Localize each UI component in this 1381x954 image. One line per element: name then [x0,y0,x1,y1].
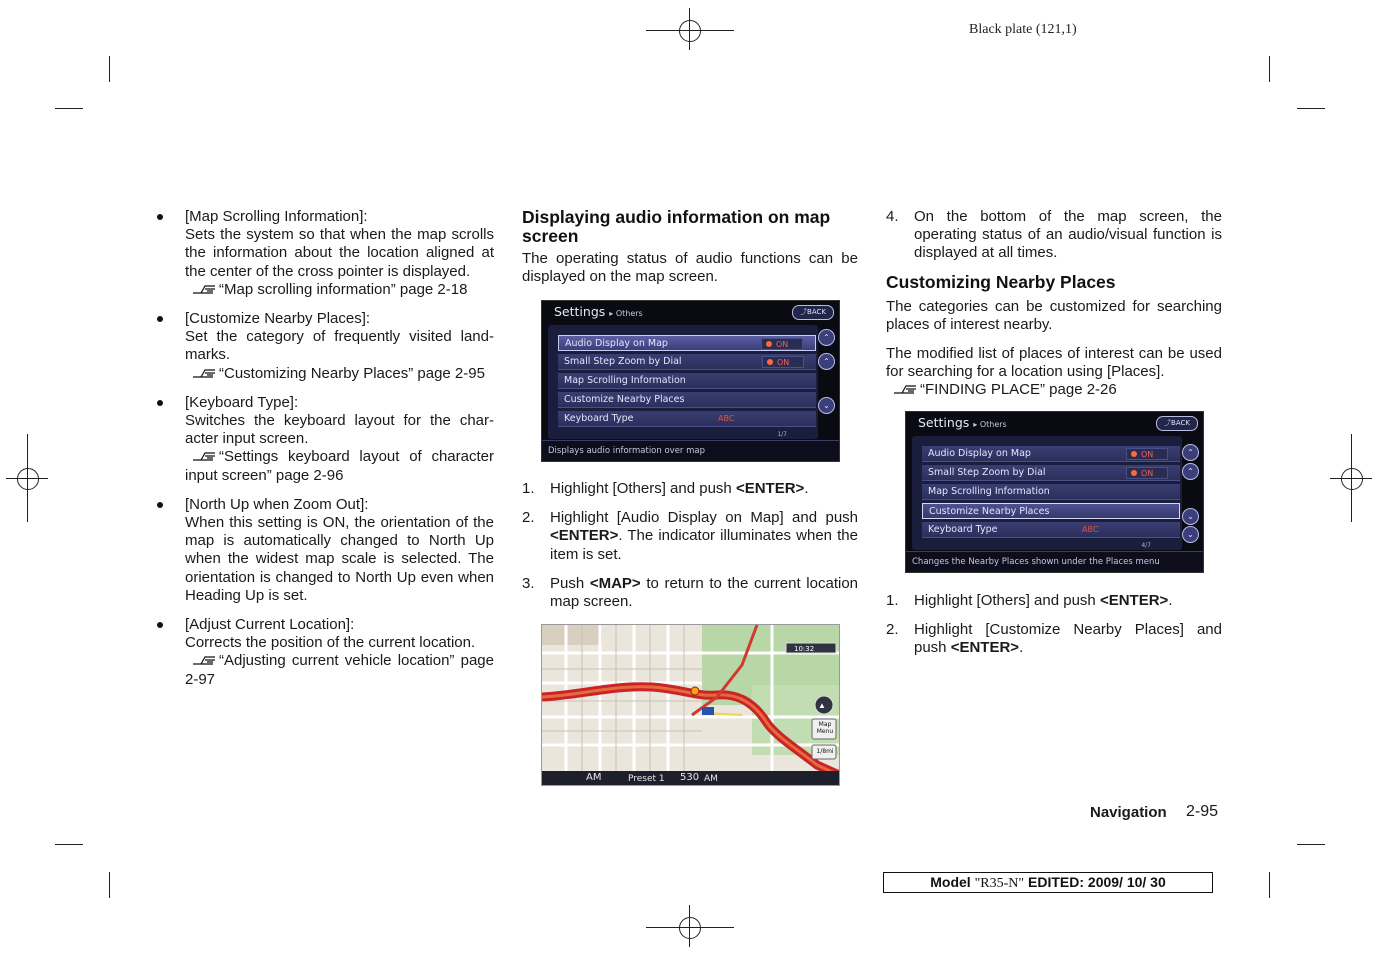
menu-row-audio-display[interactable] [558,335,816,351]
menu-row-label: Small Step Zoom by Dial [928,467,1046,478]
scroll-up-icon[interactable]: ⌃ [1182,463,1199,480]
menu-row-label: Small Step Zoom by Dial [564,356,682,367]
crop-mark [109,872,110,898]
audio-frequency: 530 [680,772,700,783]
menu-row-label: Customize Nearby Places [929,506,1050,517]
crop-mark [1269,56,1270,82]
step-text: . [1019,639,1024,657]
step-item [522,509,858,564]
clock-readout: 10:32 [794,645,815,653]
audio-frequency-unit: AM [704,774,718,784]
crop-mark [1297,108,1325,109]
on-indicator [1126,467,1168,479]
cross-reference: “Settings keyboard layout of character input screen” page 2-96 [185,448,494,484]
menu-panel [912,436,1182,550]
reference-hand-icon [892,382,920,396]
indicator-label: ON [1141,450,1154,459]
screen-title [918,415,1007,430]
model-label: Model [930,874,971,890]
step-item [886,621,1222,657]
settings-screen-nearby [905,411,1204,573]
menu-row-label: Keyboard Type [564,413,634,424]
menu-row-customize-nearby[interactable] [558,392,816,408]
item-ref [185,365,494,383]
reference-hand-icon [191,366,219,380]
key-label: <ENTER> [550,527,619,545]
indicator-led-icon [1131,470,1137,476]
left-column [157,208,494,689]
back-button[interactable]: ⤴BACK [792,305,834,320]
indicator-label: ON [776,340,789,349]
screen-title-text: Settings [554,304,606,319]
step-text: Highlight [Others] and push [550,480,736,497]
menu-row-label: Map Scrolling Information [564,375,686,386]
step-text: On the bottom of the map screen, the operating status of an audio/visual function is displayed at all times. [914,208,1222,262]
menu-row-small-step-zoom[interactable] [922,465,1180,481]
on-indicator [762,356,804,368]
right-column [886,208,1222,400]
menu-row-label: Map Scrolling Information [928,486,1050,497]
indicator-label: ON [1141,469,1154,478]
right-steps [886,592,1222,658]
paragraph: The modified list of places of interest can be used for searching for a location using [Places]. [886,345,1222,381]
screen-title-text: Settings [918,415,970,430]
indicator-led-icon [767,359,773,365]
on-indicator [761,338,803,350]
item-title: [North Up when Zoom Out]: [185,495,369,513]
plate-label: Black plate (121,1) [969,22,1077,37]
scroll-up-icon[interactable]: ⌃ [818,353,835,370]
step-text: Highlight [Audio Display on Map] and push [550,509,858,527]
scroll-down-icon[interactable]: ⌄ [818,397,835,414]
menu-row-label: Audio Display on Map [565,338,668,349]
crop-mark [1269,872,1270,898]
reference-hand-icon [191,282,219,296]
menu-row-audio-display[interactable] [922,446,1180,462]
step-text: to return to the current location map screen. [550,574,859,611]
item-body: Sets the system so that when the map scrolls the information about the location aligned at the center of the cross pointer is displayed. [185,226,494,280]
list-item [157,496,494,605]
item-title: [Map Scrolling Information]: [185,208,368,225]
list-item [157,310,494,383]
key-label: <MAP> [589,574,641,592]
help-text: Changes the Nearby Places shown under the Places menu [906,551,1203,572]
registration-mark [1341,468,1363,490]
map-screen [541,624,840,786]
list-item [157,394,494,485]
scroll-top-icon[interactable]: ⌃ [1182,444,1199,461]
menu-row-label: Keyboard Type [928,524,998,535]
help-text: Displays audio information over map [542,440,839,461]
menu-panel [548,325,818,439]
screen-breadcrumb: ▸ Others [973,420,1007,429]
bullet-icon [157,622,163,628]
menu-row-small-step-zoom[interactable] [558,354,816,370]
keyboard-type-value: ABC [1082,525,1099,534]
step-text: . The indicator illuminates when the item is set. [550,527,858,563]
audio-status-bar [542,771,839,785]
scroll-bottom-icon[interactable]: ⌄ [1182,526,1199,543]
model-box [883,872,1213,893]
compass-icon[interactable]: ▲ [818,701,826,710]
item-body: Set the category of frequently visited land-marks. [185,328,494,364]
menu-row-customize-nearby[interactable] [922,503,1180,519]
item-body: Corrects the position of the current location. [185,634,476,652]
cross-reference: “Adjusting current vehicle location” page 2-97 [185,652,494,688]
section-heading: Displaying audio information on map screen [522,207,831,246]
step-number: 3. [522,574,535,592]
reference-hand-icon [191,653,219,667]
scroll-down-icon[interactable]: ⌄ [1182,508,1199,525]
middle-column [522,208,858,286]
cross-reference: “Map scrolling information” page 2-18 [219,280,468,298]
indicator-led-icon [766,341,772,347]
step-number: 1. [522,480,535,497]
map-menu-button[interactable]: Map Menu [816,721,834,735]
step-text: . [1168,592,1173,609]
screen-title [554,304,643,319]
crop-mark [55,108,83,109]
cross-reference-line [886,381,1222,399]
step-text: Highlight [Others] and push [914,592,1100,609]
step-number: 1. [886,592,899,609]
footer-section: Navigation [1090,804,1167,821]
audio-band: AM [586,772,602,783]
step-text: . [804,480,809,497]
bullet-icon [157,316,163,322]
step-item [522,575,858,611]
step-number: 2. [886,621,899,639]
item-body: Switches the keyboard layout for the char-acter input screen. [185,412,494,448]
crop-mark [1297,844,1325,845]
bullet-icon [157,400,163,406]
bullet-icon [157,214,163,220]
list-item [157,616,494,689]
audio-preset: Preset 1 [628,774,665,784]
key-label: <ENTER> [950,639,1020,657]
page-indicator: 1/7 [777,431,787,438]
page-number: 2-95 [1186,803,1219,820]
intro-text: The operating status of audio functions can be displayed on the map screen. [522,250,858,286]
key-label: <ENTER> [735,480,805,497]
step-text: Highlight [Customize Nearby Places] and push [914,621,1222,657]
section-heading: Customizing Nearby Places [886,271,1116,292]
scroll-top-icon[interactable]: ⌃ [818,329,835,346]
map-scale[interactable]: 1/8mi [816,748,834,755]
key-label: <ENTER> [1099,592,1169,609]
back-button[interactable]: ⤴BACK [1156,416,1198,431]
edited-date: EDITED: 2009/ 10/ 30 [1028,874,1166,890]
menu-row-map-scrolling[interactable] [922,484,1180,500]
item-title: [Keyboard Type]: [185,393,299,411]
step-number: 2. [522,509,535,527]
page-indicator: 4/7 [1141,542,1151,549]
item-title: [Adjust Current Location]: [185,616,355,634]
item-body: When this setting is ON, the orientation of the map is automatically changed to North Up when the widest map scale is selected. The orientation is changed to North Up even when Heading Up is set. [185,514,494,604]
menu-row-map-scrolling[interactable] [558,373,816,389]
registration-mark [679,20,701,42]
menu-row-keyboard-type[interactable] [922,522,1180,538]
step-item [886,208,1222,263]
bullet-icon [157,502,163,508]
crop-mark [109,56,110,82]
registration-mark [17,468,39,490]
cross-reference: “Customizing Nearby Places” page 2-95 [219,364,485,382]
model-code: "R35-N" [974,876,1025,891]
on-indicator [1126,448,1168,460]
step-text: Push [550,574,590,592]
registration-mark [679,917,701,939]
paragraph: The categories can be customized for searching places of interest nearby. [886,297,1222,333]
indicator-label: ON [777,358,790,367]
menu-row-label: Customize Nearby Places [564,394,685,405]
crop-mark [55,844,83,845]
menu-row-keyboard-type[interactable] [558,411,816,427]
item-ref [185,281,494,299]
screen-breadcrumb: ▸ Others [609,309,643,318]
middle-steps [522,480,858,611]
keyboard-type-value: ABC [718,414,735,423]
step-number: 4. [886,208,899,225]
settings-screen-audio [541,300,840,462]
indicator-led-icon [1131,451,1137,457]
step-item [522,480,858,498]
list-item [157,208,494,299]
cross-reference: “FINDING PLACE” page 2-26 [920,381,1117,399]
step-item [886,592,1222,610]
reference-hand-icon [191,449,219,463]
item-ref [185,652,494,688]
menu-row-label: Audio Display on Map [928,448,1031,459]
item-ref [185,448,494,484]
item-title: [Customize Nearby Places]: [185,310,371,328]
